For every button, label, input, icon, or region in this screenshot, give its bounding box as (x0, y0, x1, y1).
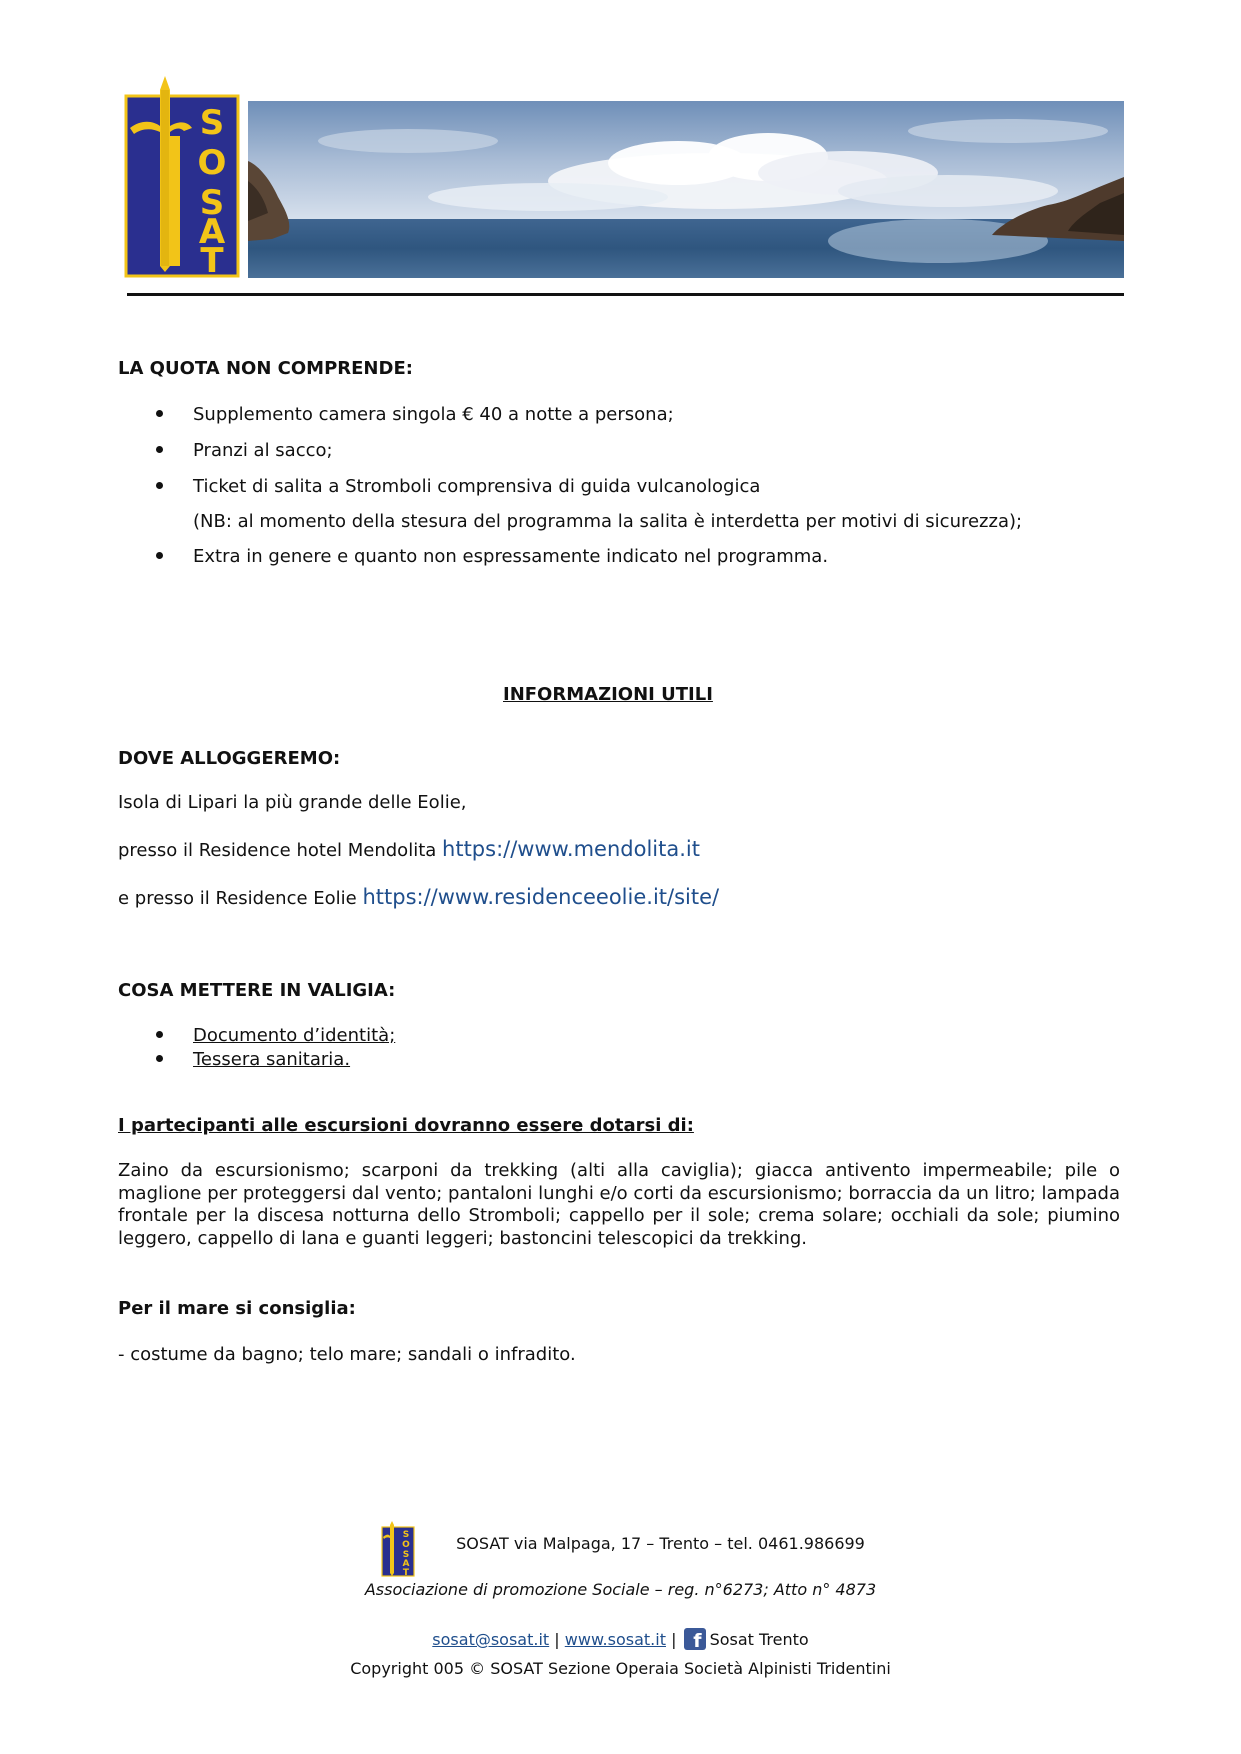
not-included-item-1: Supplemento camera singola € 40 a notte a persona; (193, 404, 674, 425)
website-link[interactable]: www.sosat.it (564, 1630, 666, 1649)
svg-text:A: A (402, 1559, 410, 1569)
sea-text: - costume da bagno; telo mare; sandali o infradito. (118, 1344, 576, 1365)
facebook-label[interactable]: Sosat Trento (709, 1630, 809, 1649)
residenceeolie-link[interactable]: https://www.residenceeolie.it/site/ (362, 885, 720, 909)
bullet-icon (156, 410, 163, 417)
sea-heading: Per il mare si consiglia: (118, 1298, 356, 1319)
svg-text:S: S (402, 1530, 410, 1540)
header-divider (127, 293, 1124, 296)
not-included-item-4: Extra in genere e quanto non espressamente indicato nel programma. (193, 546, 829, 567)
equipment-text: Zaino da escursionismo; scarponi da trekking (alti alla caviglia); giacca antivento impermeabile; pile o maglione per proteggersi dal vento; pantaloni lunghi e/o corti da escursionismo; borraccia da un litro; lampada frontale per la discesa notturna dello Stromboli; cappello per il sole; crema solare; occhiali da sole; piumino leggero, cappello di lana e guanti leggeri; bastoncini telescopici da trekking. (118, 1160, 1120, 1249)
lodging-heading: DOVE ALLOGGEREMO: (118, 748, 341, 769)
footer-copyright: Copyright 005 © SOSAT Sezione Operaia Società Alpinisti Tridentini (350, 1659, 891, 1678)
footer-association: Associazione di promozione Sociale – reg. n°6273; Atto n° 4873 (364, 1580, 877, 1599)
svg-text:S: S (199, 103, 225, 143)
svg-text:A: A (198, 212, 226, 252)
not-included-note: (NB: al momento della stesura del programma la salita è interdetta per motivi di sicurezza); (193, 511, 1023, 532)
not-included-item-2: Pranzi al sacco; (193, 440, 333, 461)
footer-separator: | (554, 1630, 560, 1649)
facebook-icon[interactable]: f (684, 1628, 706, 1650)
bullet-icon (156, 446, 163, 453)
not-included-heading: LA QUOTA NON COMPRENDE: (118, 358, 413, 379)
bullet-icon (156, 552, 163, 559)
equipment-heading: I partecipanti alle escursioni dovranno essere dotarsi di: (118, 1115, 694, 1136)
page-header (124, 76, 1124, 298)
footer-address: SOSAT via Malpaga, 17 – Trento – tel. 0461.986699 (456, 1534, 865, 1553)
info-title: INFORMAZIONI UTILI (503, 684, 713, 705)
lodging-line-1: Isola di Lipari la più grande delle Eolie, (118, 792, 467, 813)
svg-text:T: T (402, 1568, 410, 1577)
luggage-item-2: Tessera sanitaria. (193, 1049, 351, 1070)
sosat-logo (124, 76, 240, 278)
bullet-icon (156, 482, 163, 489)
lodging-line-2-text: presso il Residence hotel Mendolita (118, 840, 437, 861)
lodging-line-3-text: e presso il Residence Eolie (118, 888, 357, 909)
lodging-line-3 (118, 885, 719, 909)
svg-text:T: T (200, 241, 224, 278)
email-link[interactable]: sosat@sosat.it (432, 1630, 550, 1649)
lodging-line-2 (118, 837, 700, 861)
luggage-item-1: Documento d’identità; (193, 1025, 396, 1046)
svg-text:S: S (199, 183, 225, 223)
bullet-icon (156, 1055, 163, 1062)
footer-separator: | (671, 1630, 677, 1649)
svg-text:O: O (197, 143, 227, 183)
footer-links (0, 1628, 1241, 1650)
sea-banner-image (248, 101, 1124, 278)
not-included-item-3: Ticket di salita a Stromboli comprensiva di guida vulcanologica (193, 476, 761, 497)
bullet-icon (156, 1031, 163, 1038)
svg-text:S: S (402, 1550, 410, 1560)
luggage-heading: COSA METTERE IN VALIGIA: (118, 980, 396, 1001)
svg-text:O: O (402, 1540, 410, 1550)
mendolita-link[interactable]: https://www.mendolita.it (442, 837, 700, 861)
